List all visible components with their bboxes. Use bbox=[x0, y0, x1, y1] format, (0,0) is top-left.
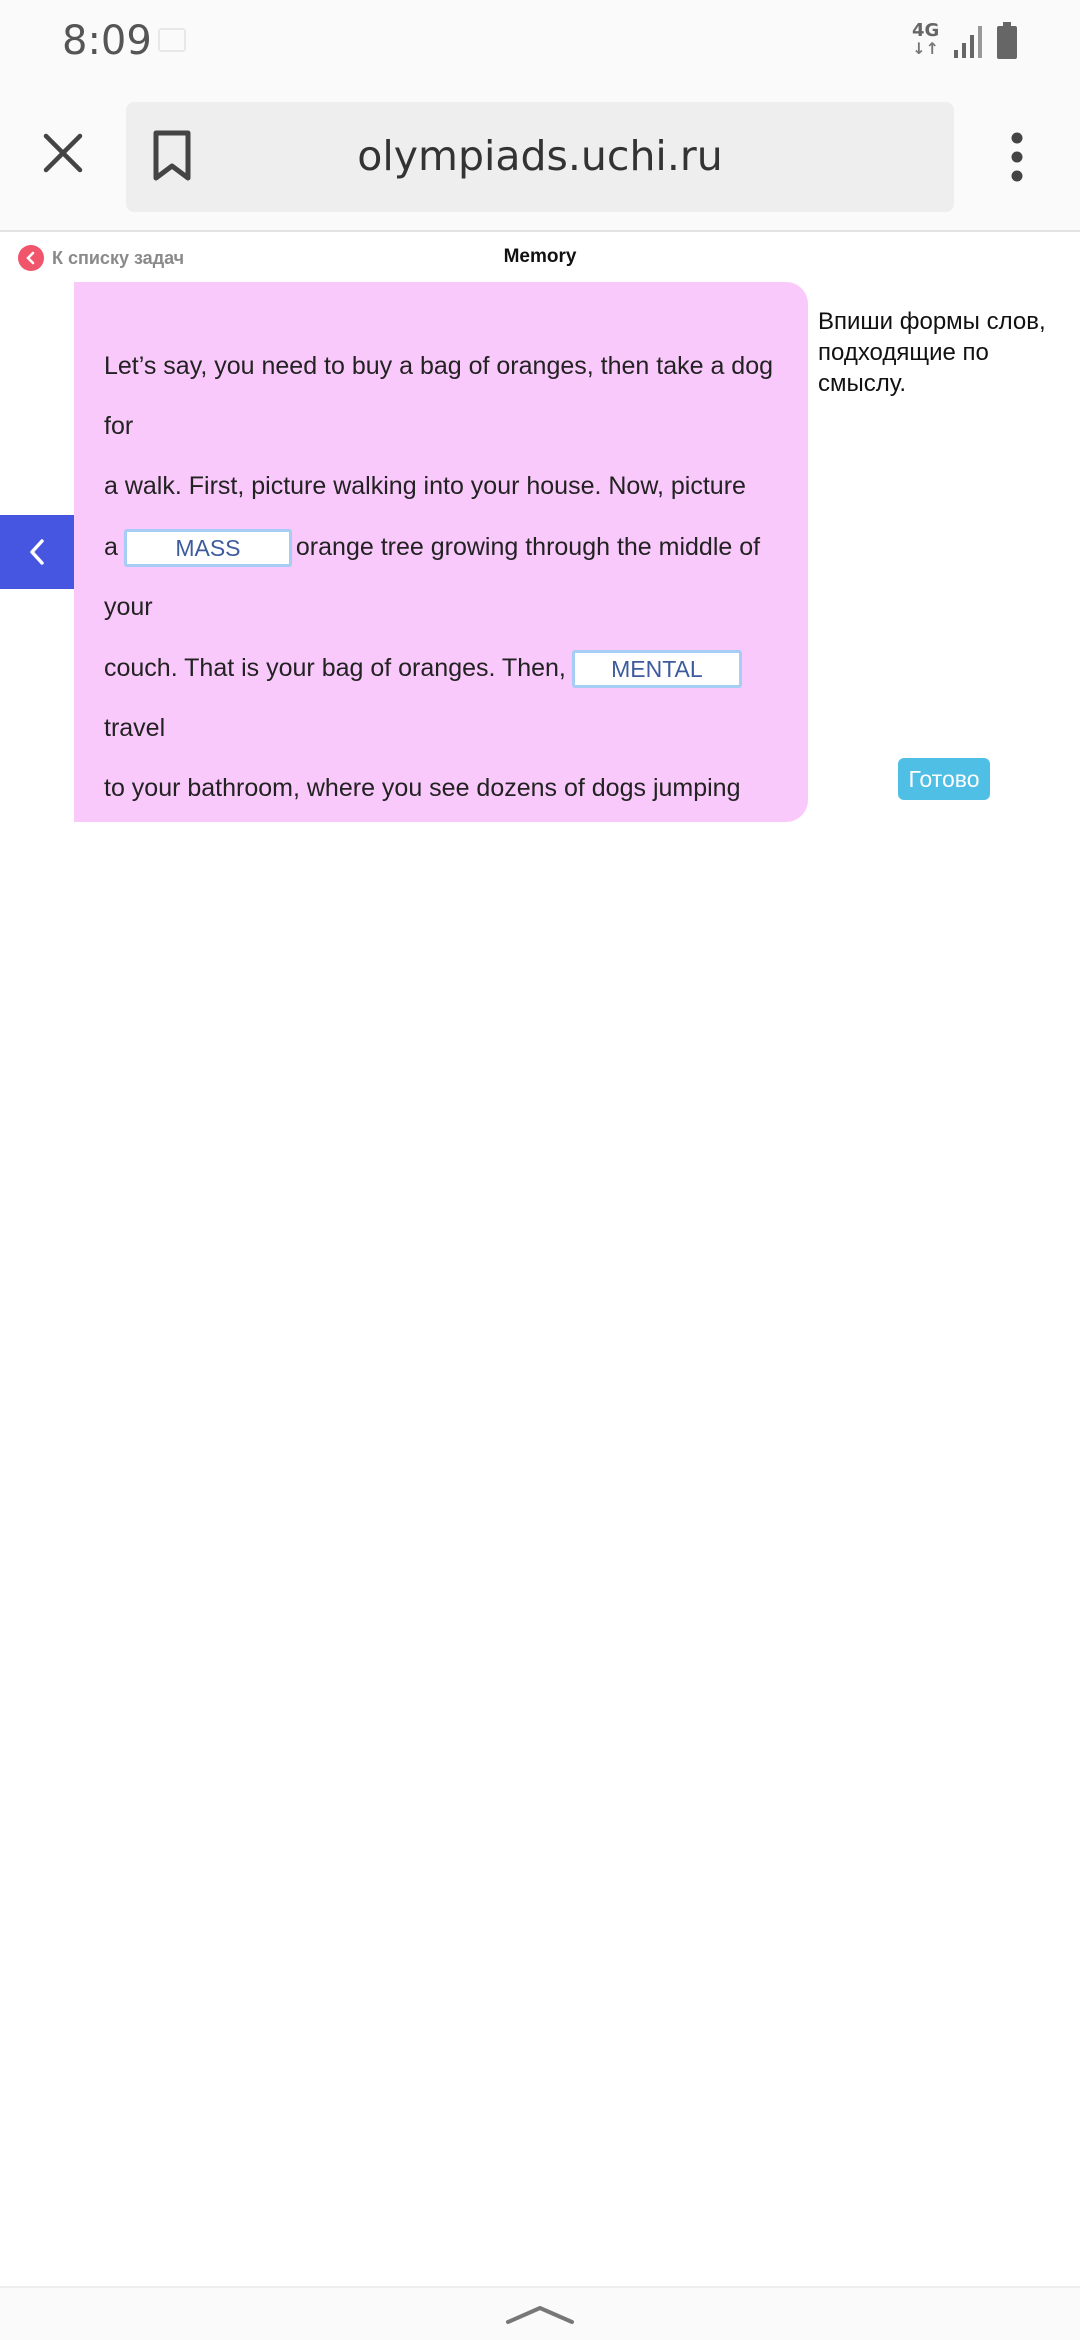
answer-input-mass[interactable]: MASS bbox=[124, 529, 292, 567]
text-line-with-input bbox=[104, 648, 742, 688]
previous-task-button[interactable] bbox=[0, 515, 74, 589]
signal-icon bbox=[952, 24, 984, 60]
bottom-bar bbox=[0, 2286, 1080, 2340]
text-line: Let’s say, you need to buy a bag of oranges, then take a dog bbox=[104, 352, 774, 380]
battery-icon bbox=[996, 22, 1018, 60]
text-fragment: couch. That is your bag of oranges. Then, bbox=[104, 654, 566, 682]
chevron-left-icon bbox=[26, 537, 48, 567]
url-text[interactable]: olympiads.uchi.ru bbox=[357, 132, 723, 180]
text-line-with-input bbox=[104, 527, 760, 567]
back-link-label: К списку задач bbox=[52, 247, 185, 268]
text-fragment: a bbox=[104, 533, 118, 561]
status-bar bbox=[0, 0, 1080, 84]
exercise-card bbox=[74, 282, 808, 822]
text-line: travel bbox=[104, 714, 166, 742]
more-menu-icon[interactable] bbox=[1002, 132, 1032, 182]
network-label: 4G bbox=[912, 20, 940, 41]
text-line: to your bathroom, where you see dozens of dogs jumping bbox=[104, 774, 741, 802]
browser-toolbar bbox=[0, 84, 1080, 232]
network-type bbox=[912, 22, 939, 58]
page-title: Memory bbox=[503, 246, 577, 267]
status-time: 8:09 bbox=[62, 18, 152, 64]
close-icon[interactable] bbox=[40, 130, 86, 176]
text-line: for bbox=[104, 412, 134, 440]
address-bar[interactable] bbox=[126, 102, 954, 212]
done-button[interactable]: Готово bbox=[898, 758, 990, 800]
chevron-up-icon[interactable] bbox=[504, 2302, 576, 2326]
data-arrows-icon: ↓↑ bbox=[912, 39, 940, 58]
answer-input-mental[interactable]: MENTAL bbox=[572, 650, 742, 688]
text-fragment: orange tree growing through the middle of bbox=[295, 533, 761, 561]
task-instruction: Впиши формы слов, подходящие по смыслу. bbox=[818, 308, 1046, 397]
notification-icon bbox=[158, 28, 186, 52]
text-line: a walk. First, picture walking into your house. Now, picture bbox=[104, 472, 746, 500]
text-line: your bbox=[104, 593, 153, 621]
